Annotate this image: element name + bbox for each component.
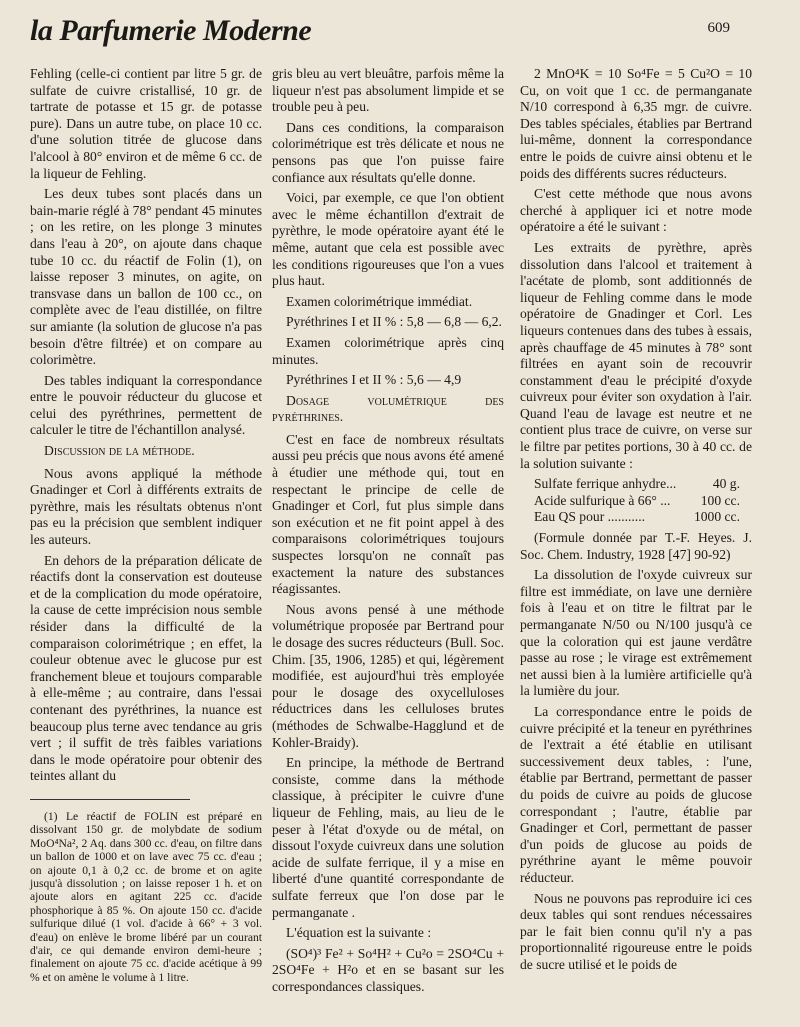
page-number: 609	[707, 20, 730, 36]
paragraph: Dans ces conditions, la comparaison colorimétrique est très délicate et nous ne pensons pas que l'on puisse faire confiance aux résultats qu'elle donne.	[272, 119, 504, 185]
paragraph: En principe, la méthode de Bertrand consiste, comme dans la méthode classique, à précipiter le cuivre d'une liqueur de Fehling, mais, au lieu de le peser à l'état d'oxyde ou de métal, on dissout l'oxyde cuivreux dans une solution acide de sulfate ferrique, il y a mise en liberté d'une quantité correspondante de sulfate ferreux que l'on dose par le permanganate .	[272, 755, 504, 920]
footnote-divider	[30, 799, 190, 800]
paragraph: Les deux tubes sont placés dans un bain-marie réglé à 78° pendant 45 minutes ; on les retire, on les plonge 3 minutes dans l'eau à 20°, on ajoute dans chaque tube 10 cc. du réactif de Folin (1), on laisse reposer 3 minutes, on agite, on transvase dans un ballon de 100 cc., on complète avec de l'eau distillée, on filtre sur amiante (la solution de glucose n'a pas besoin d'être filtrée) et on compare au colorimètre.	[30, 186, 262, 368]
column-3	[520, 66, 752, 977]
paragraph: Nous ne pouvons pas reproduire ici ces deux tables qui sont rendues nécessaires par le fait bien connu qu'il n'y a pas proportionnalité rigoureuse entre le poids de sucre utilisé et le poids de	[520, 890, 752, 972]
column-2	[272, 66, 504, 999]
paragraph: gris bleu au vert bleuâtre, parfois même la liqueur n'est pas absolument limpide et se trouble peu à peu.	[272, 66, 504, 115]
paragraph: L'équation est la suivante :	[286, 925, 432, 941]
table-row	[534, 493, 766, 510]
paragraph: Des tables indiquant la correspondance entre le pouvoir réducteur du glucose et celui des pyréthrines, permettent de calculer le titre de l'échantillon analysé.	[30, 372, 262, 438]
journal-masthead: la Parfumerie Moderne	[30, 14, 312, 47]
paragraph: Nous avons pensé à une méthode volumétrique proposée par Bertrand pour le dosage des sucres réducteurs (Bull. Soc. Chim. [35, 1906, 1285) et qui, légèrement modifiée, est aujourd'hui très employée pour le dosage des oxycelluloses réductrices dans les celluloses brutes (méthodes de Schwalbe-Hagglund et de Kohler-Braidy).	[272, 601, 504, 750]
table-cell: Sulfate ferrique anhydre...	[534, 476, 677, 492]
column-1	[30, 66, 262, 988]
table-row	[534, 476, 766, 493]
paragraph: Voici, par exemple, ce que l'on obtient avec le même échantillon d'extrait de pyrèthre, le mode opératoire ayant été le même, autant que cela est possible avec les conditions rigoureuses que l'on a vues plus haut.	[272, 190, 504, 289]
paragraph: 2 MnO⁴K = 10 So⁴Fe = 5 Cu²O = 10 Cu, on voit que 1 cc. de permanganate N/10 correspond à 6,35 mgr. de cuivre. Des tables spéciales, établies par Bertrand lui-même, donnent la correspondance entre le poids de cuivre ainsi obtenu et le poids des différents sucres réducteurs.	[520, 66, 752, 181]
footnote: (1) Le réactif de FOLIN est préparé en dissolvant 150 gr. de molybdate de sodium MoO⁴Na², 2 Aq. dans 300 cc. d'eau, on filtre dans un ballon de 1000 et on lave avec 75 cc. d'eau ; on ajoute 0,1 à 0,2 cc. de brome et on agite jusqu'à dissolution ; on laisse reposer 1 h. et on ajoute alors en agitant 225 cc. d'acide phosphorique à 85 %. On ajoute 150 cc. d'acide sulfurique dilué (1 vol. d'acide à 66° + 3 vol. d'eau) on enlève le brome libéré par un courant d'air, ce qui demande environ demi-heure ; finalement on ajoute 75 cc. d'acide acétique à 99 % et on amène le volume à 1 litre.	[30, 809, 262, 984]
paragraph: La correspondance entre le poids de cuivre précipité et la teneur en pyréthrines de l'extrait a été établie en utilisant successivement deux tables, : l'une, établie par Bertrand, permettant de passer du poids de cuivre au poids de glucose correspondant ; l'autre, établie par Gnadinger et Corl, permettant de passer d'un poids de glucose au poids de pyréthrine ayant le même pouvoir réducteur.	[520, 703, 752, 885]
table-cell: 40 g.	[712, 476, 740, 492]
chemical-equation: (SO⁴)³ Fe² + So⁴H² + Cu²o = 2SO⁴Cu + 2SO⁴Fe + H²o et en se basant sur les correspondances classiques.	[272, 945, 504, 994]
paragraph: Les extraits de pyrèthre, après dissolution dans l'alcool et traitement à l'acétate de plomb, sont additionnés de liqueur de Fehling comme dans le mode opératoire de Gnadinger et Corl. Les liqueurs contenues dans des tubes à essais, après chauffage de 45 minutes à 78° sont filtrées en ayant soin de recouvrir constamment d'eau le précipité d'oxyde cuivreux pour éviter son oxydation à l'air. Quand l'eau de lavage est neutre et ne contient plus trace de cuivre, on verse sur le filtre par petites portions, 30 à 40 cc. de la solution suivante :	[520, 239, 752, 471]
paragraph: Examen colorimétrique après cinq minutes.	[272, 334, 504, 367]
citation: (Formule donnée par T.-F. Heyes. J. Soc. Chem. Industry, 1928 [47] 90-92)	[520, 530, 752, 562]
paragraph: Nous avons appliqué la méthode Gnadinger et Corl à différents extraits de pyrèthre, mais les résultats obtenus n'ont pas eu la précision que semblent indiquer les auteurs.	[30, 465, 262, 548]
paragraph: La dissolution de l'oxyde cuivreux sur filtre est immédiate, on lave une dernière fois à l'eau et on titre le filtrat par le permanganate N/50 ou N/100 jusqu'à ce que la coloration qui est jaune verdâtre passe au rose ; le virage est extrêmement net aussi bien à la lumière artificielle qu'à la lumière du jour.	[520, 567, 752, 699]
paragraph: En dehors de la préparation délicate de réactifs dont la conservation est douteuse et de la complication du mode opératoire, la cause de cette imprécision nous semble résider dans la difficulté de la comparaison colorimétrique ; en effet, la couleur obtenue avec le glucose pur est franchement bleue et toujours comparable à elle-même ; au contraire, dans l'essai contenant des pyréthrines, la nuance est beaucoup plus terne avec tendance au gris vert ; il suffit de très faibles variations dans le mode opératoire pour obtenir des teintes allant du	[30, 552, 262, 784]
table-cell: Acide sulfurique à 66° ...	[534, 492, 671, 508]
section-heading: Dosage volumétrique des pyréthrines.	[272, 392, 504, 425]
paragraph: Examen colorimétrique immédiat.	[286, 293, 473, 309]
table-cell: 100 cc.	[700, 492, 740, 508]
result-line: Pyréthrines I et II % : 5,8 — 6,8 — 6,2.	[286, 314, 502, 330]
paragraph: C'est cette méthode que nous avons cherché à appliquer ici et notre mode opératoire a été le suivant :	[520, 186, 752, 235]
reagent-table	[534, 476, 766, 526]
table-row	[534, 509, 766, 526]
table-cell: Eau QS pour ...........	[534, 509, 646, 525]
section-heading: Discussion de la méthode.	[44, 443, 195, 459]
paragraph: C'est en face de nombreux résultats aussi peu précis que nous avons été amené à étudier une méthode qui, tout en respectant le principe de celle de Gnadinger et Corl, fut plus simple dans son exécution et ne fit point appel à des comparaisons colorimétriques toujours suspectes lorsqu'on ne connaît pas exactement la nature des substances réagissantes.	[272, 431, 504, 597]
paragraph: Fehling (celle-ci contient par litre 5 gr. de sulfate de cuivre cristallisé, 10 gr. de tartrate de potasse et 15 gr. de potasse pure). Dans un autre tube, on place 10 cc. d'une solution titrée de glucose dans l'alcool à 80° environ et de même 6 cc. de la liqueur de Fehling.	[30, 66, 262, 181]
table-cell: 1000 cc.	[693, 509, 740, 525]
result-line: Pyréthrines I et II % : 5,6 — 4,9	[286, 372, 462, 388]
